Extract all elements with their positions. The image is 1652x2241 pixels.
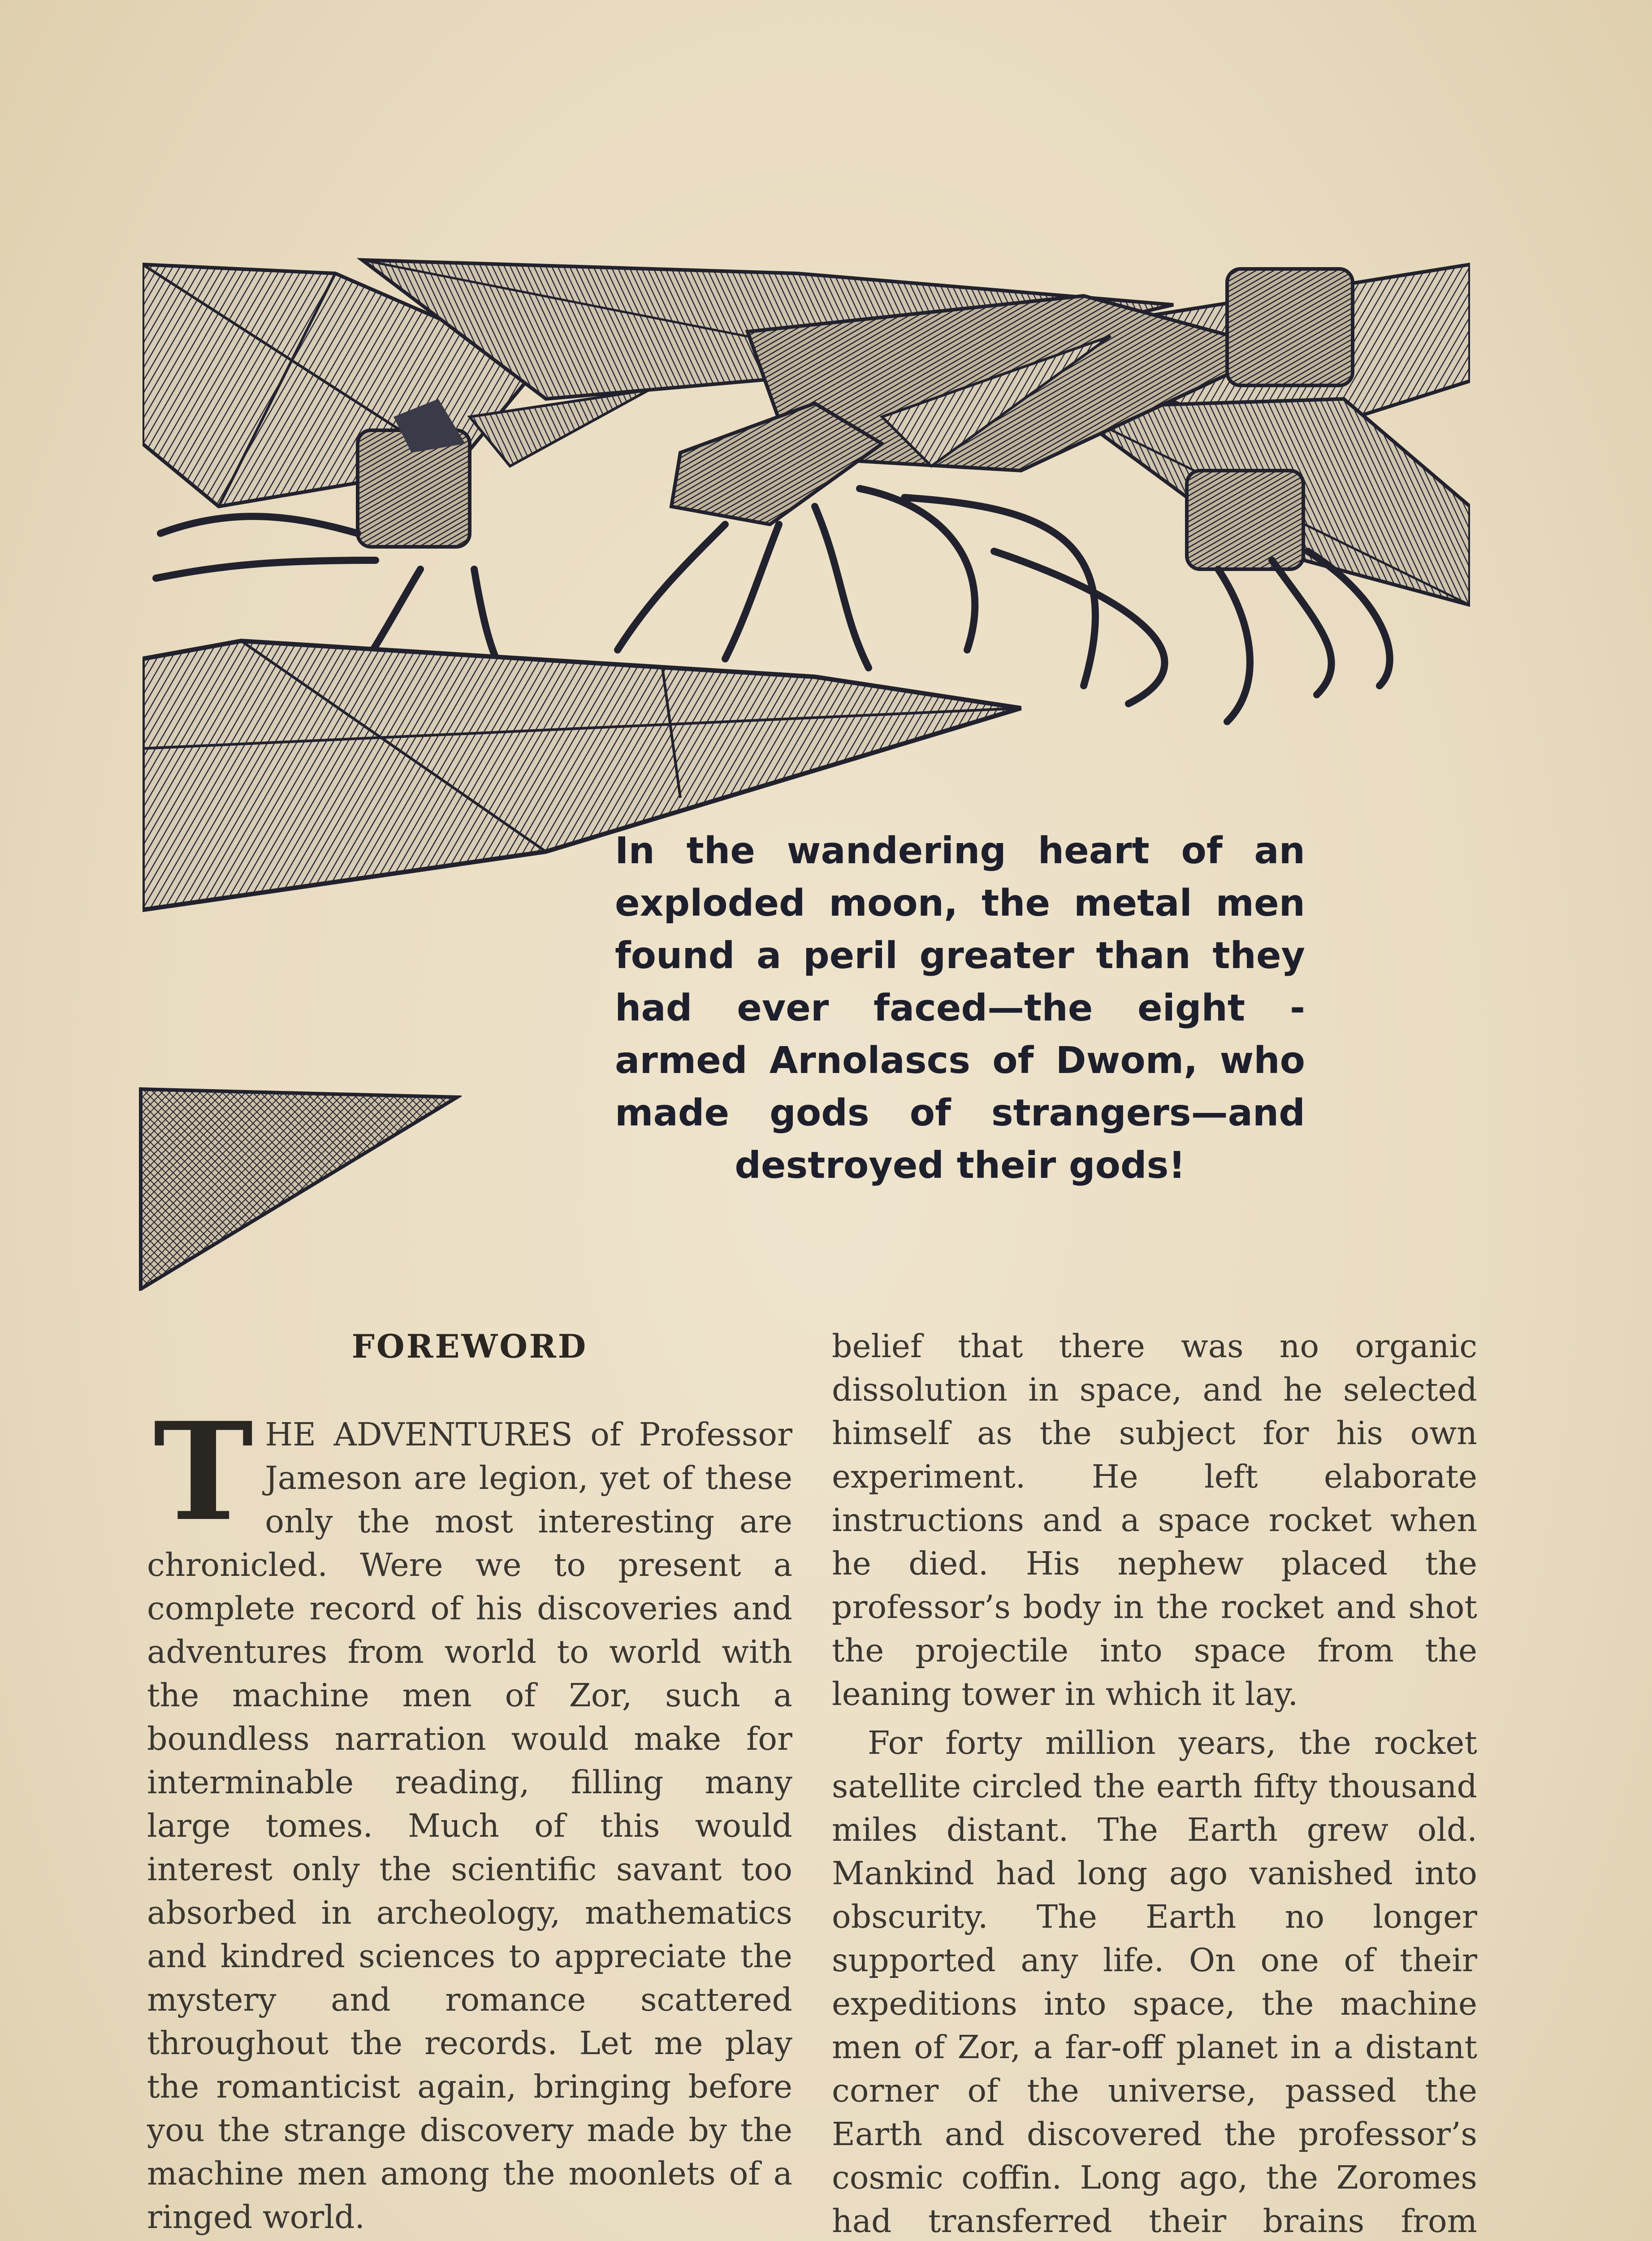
drop-cap: T — [153, 1393, 254, 1551]
right-paragraph-2: For forty million years, the rocket satellite circled the earth fifty thousand miles distant. The Earth grew old. Mankind had long ago vanished into obscurity. The Earth no longer supported any life. On one of their expeditions into space, the machine men of Zor, a far-off planet in a distant corner of the universe, passed the Earth and discovered the professor’s cosmic coffin. Long ago, the Zoromes had transferred their brains from — [832, 1724, 1477, 2240]
right-column — [832, 1324, 1477, 2241]
left-column — [147, 1324, 792, 2241]
foreword-lead: HE ADVENTURES — [265, 1416, 573, 1453]
foreword-heading: FOREWORD — [351, 1327, 588, 1365]
story-blurb: In the wandering heart of an exploded moon, the metal men found a peril greater than they had ever faced—the eight - armed Arnolascs of Dwom, who made gods of strangers—and destroyed their gods! — [615, 830, 1305, 1187]
story-illustration — [143, 255, 1470, 919]
wing-fragment — [139, 1085, 462, 1291]
foreword-text: of Professor Jameson are legion, yet of these only the most interesting are chronicled. Were we to present a complete record of his discoveries and adventures from world to world with the machine men of Zor, such a boundless narration would make for interminable reading, filling many large tomes. Much of this would interest only the scientific savant too absorbed in archeology, mathematics and kindred sciences to appreciate the mystery and romance scattered throughout the records. Let me play the romanticist again, bringing before you the strange discovery made by the machine men among the moonlets of a ringed world. — [147, 1416, 792, 2236]
foreword-paragraph-1 — [147, 1393, 792, 2239]
right-paragraph-1: belief that there was no organic dissolution in space, and he selected himself as the subject for his own experiment. He left elaborate instructions and a space rocket when he died. His nephew placed the professor’s body in the rocket and shot the projectile into space from the leaning tower in which it lay. — [832, 1328, 1477, 1713]
